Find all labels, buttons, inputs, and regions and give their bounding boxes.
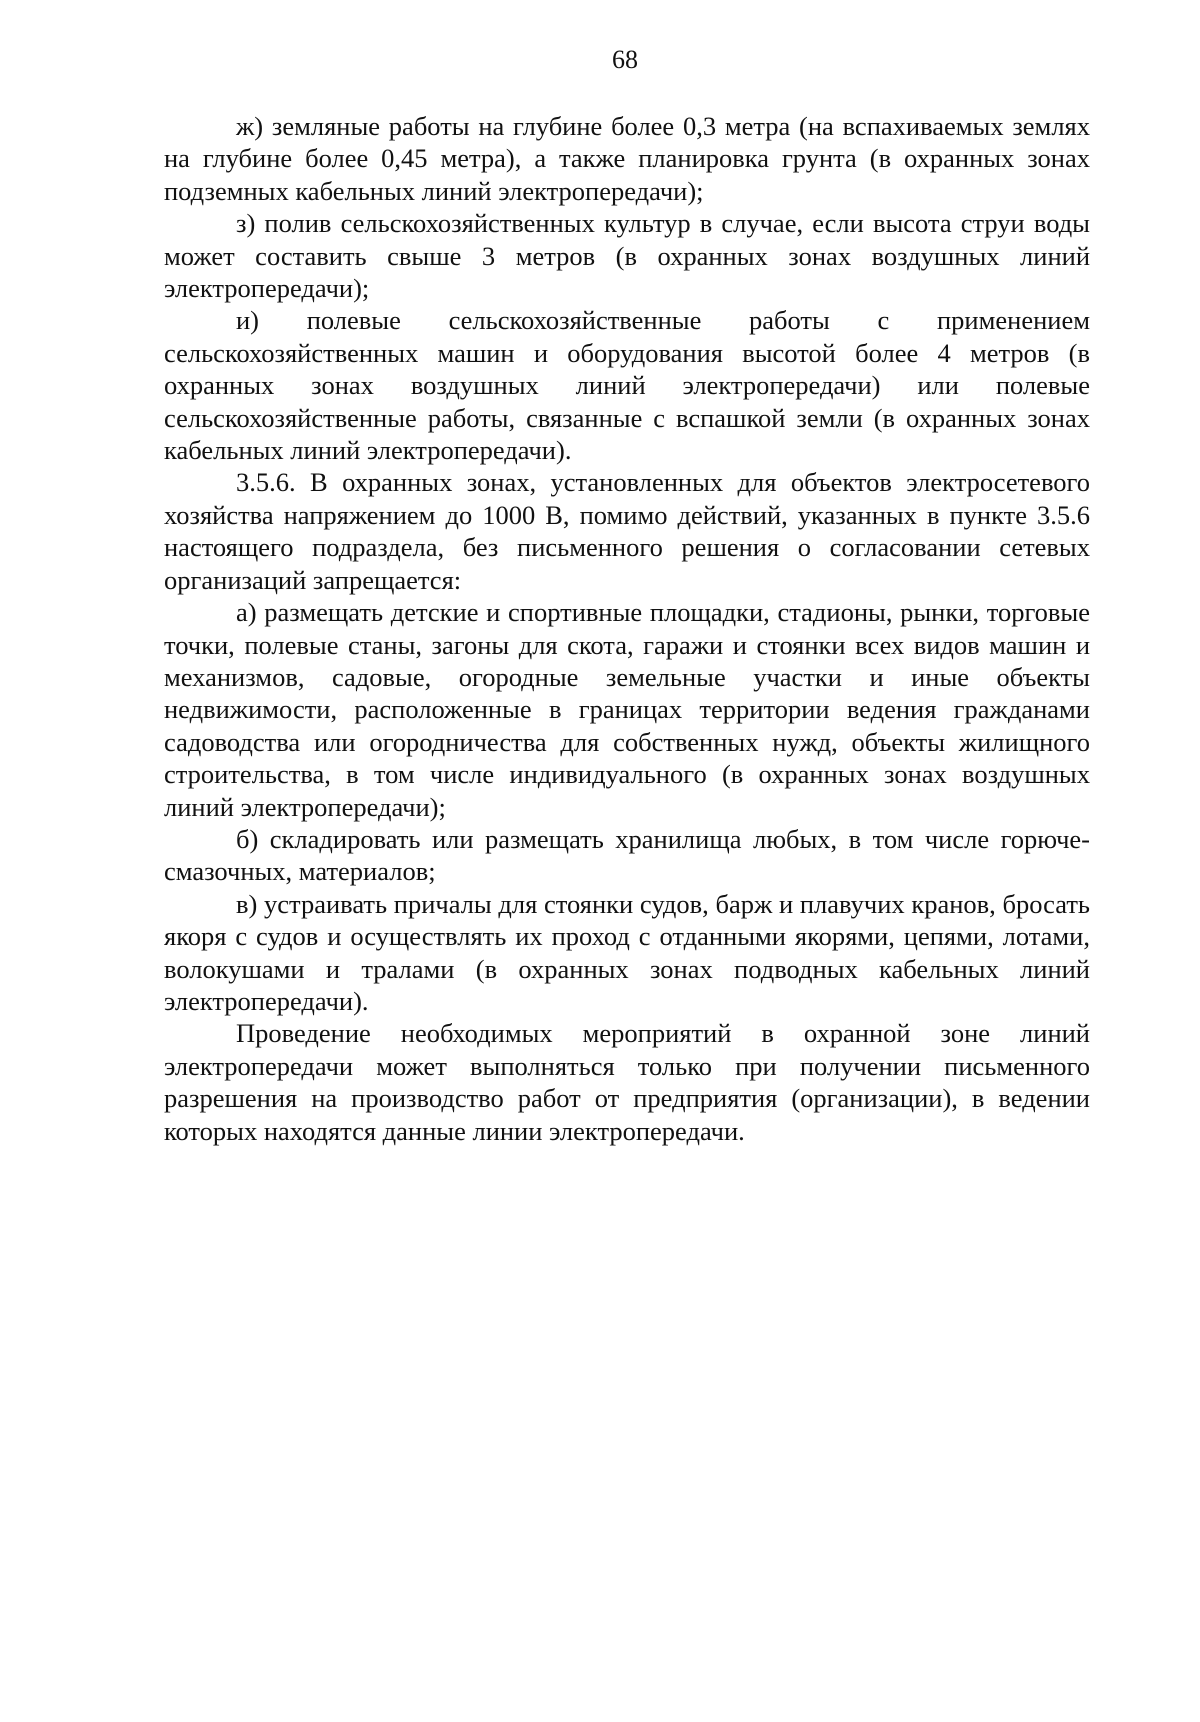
paragraph-item-i: и) полевые сельскохозяйственные работы с применением сельскохозяйственных машин и оборудования высотой более 4 метров (в охранных зонах воздушных линий электропередачи) или полевые сельскохозяйственные работы, связанные с вспашкой земли (в охранных зонах кабельных линий электропередачи).: [164, 305, 1090, 466]
paragraph-item-b: б) складировать или размещать хранилища любых, в том числе горюче-смазочных, материалов;: [164, 823, 1090, 887]
paragraph-item-z: з) полив сельскохозяйственных культур в случае, если высота струи воды может составить свыше 3 метров (в охранных зонах воздушных линий электропередачи);: [164, 208, 1090, 304]
paragraph-item-a: а) размещать детские и спортивные площадки, стадионы, рынки, торговые точки, полевые станы, загоны для скота, гаражи и стоянки всех видов машин и механизмов, садовые, огородные земельные участки и иные объекты недвижимости, расположенные в границах территории ведения гражданами садоводства или огородничества для собственных нужд, объекты жилищного строительства, в том числе индивидуального (в охранных зонах воздушных линий электропередачи);: [164, 597, 1090, 822]
paragraph-clause-3-5-6: 3.5.6. В охранных зонах, установленных для объектов электросетевого хозяйства напряжением до 1000 В, помимо действий, указанных в пункте 3.5.6 настоящего подраздела, без письменного решения о согласовании сетевых организаций запрещается:: [164, 467, 1090, 595]
paragraph-item-v: в) устраивать причалы для стоянки судов, барж и плавучих кранов, бросать якоря с судов и осуществлять их проход с отданными якорями, цепями, лотами, волокушами и тралами (в охранных зонах подводных кабельных линий электропередачи).: [164, 888, 1090, 1016]
page-number: 68: [612, 45, 638, 74]
paragraph-closing: Проведение необходимых мероприятий в охранной зоне линий электропередачи может выполняться только при получении письменного разрешения на производство работ от предприятия (организации), в ведении которых находятся данные линии электропередачи.: [164, 1018, 1090, 1146]
paragraph-item-zh: ж) земляные работы на глубине более 0,3 метра (на вспахиваемых землях на глубине более 0,45 метра), а также планировка грунта (в охранных зонах подземных кабельных линий электропередачи);: [164, 111, 1090, 206]
document-body: [164, 110, 1090, 1147]
